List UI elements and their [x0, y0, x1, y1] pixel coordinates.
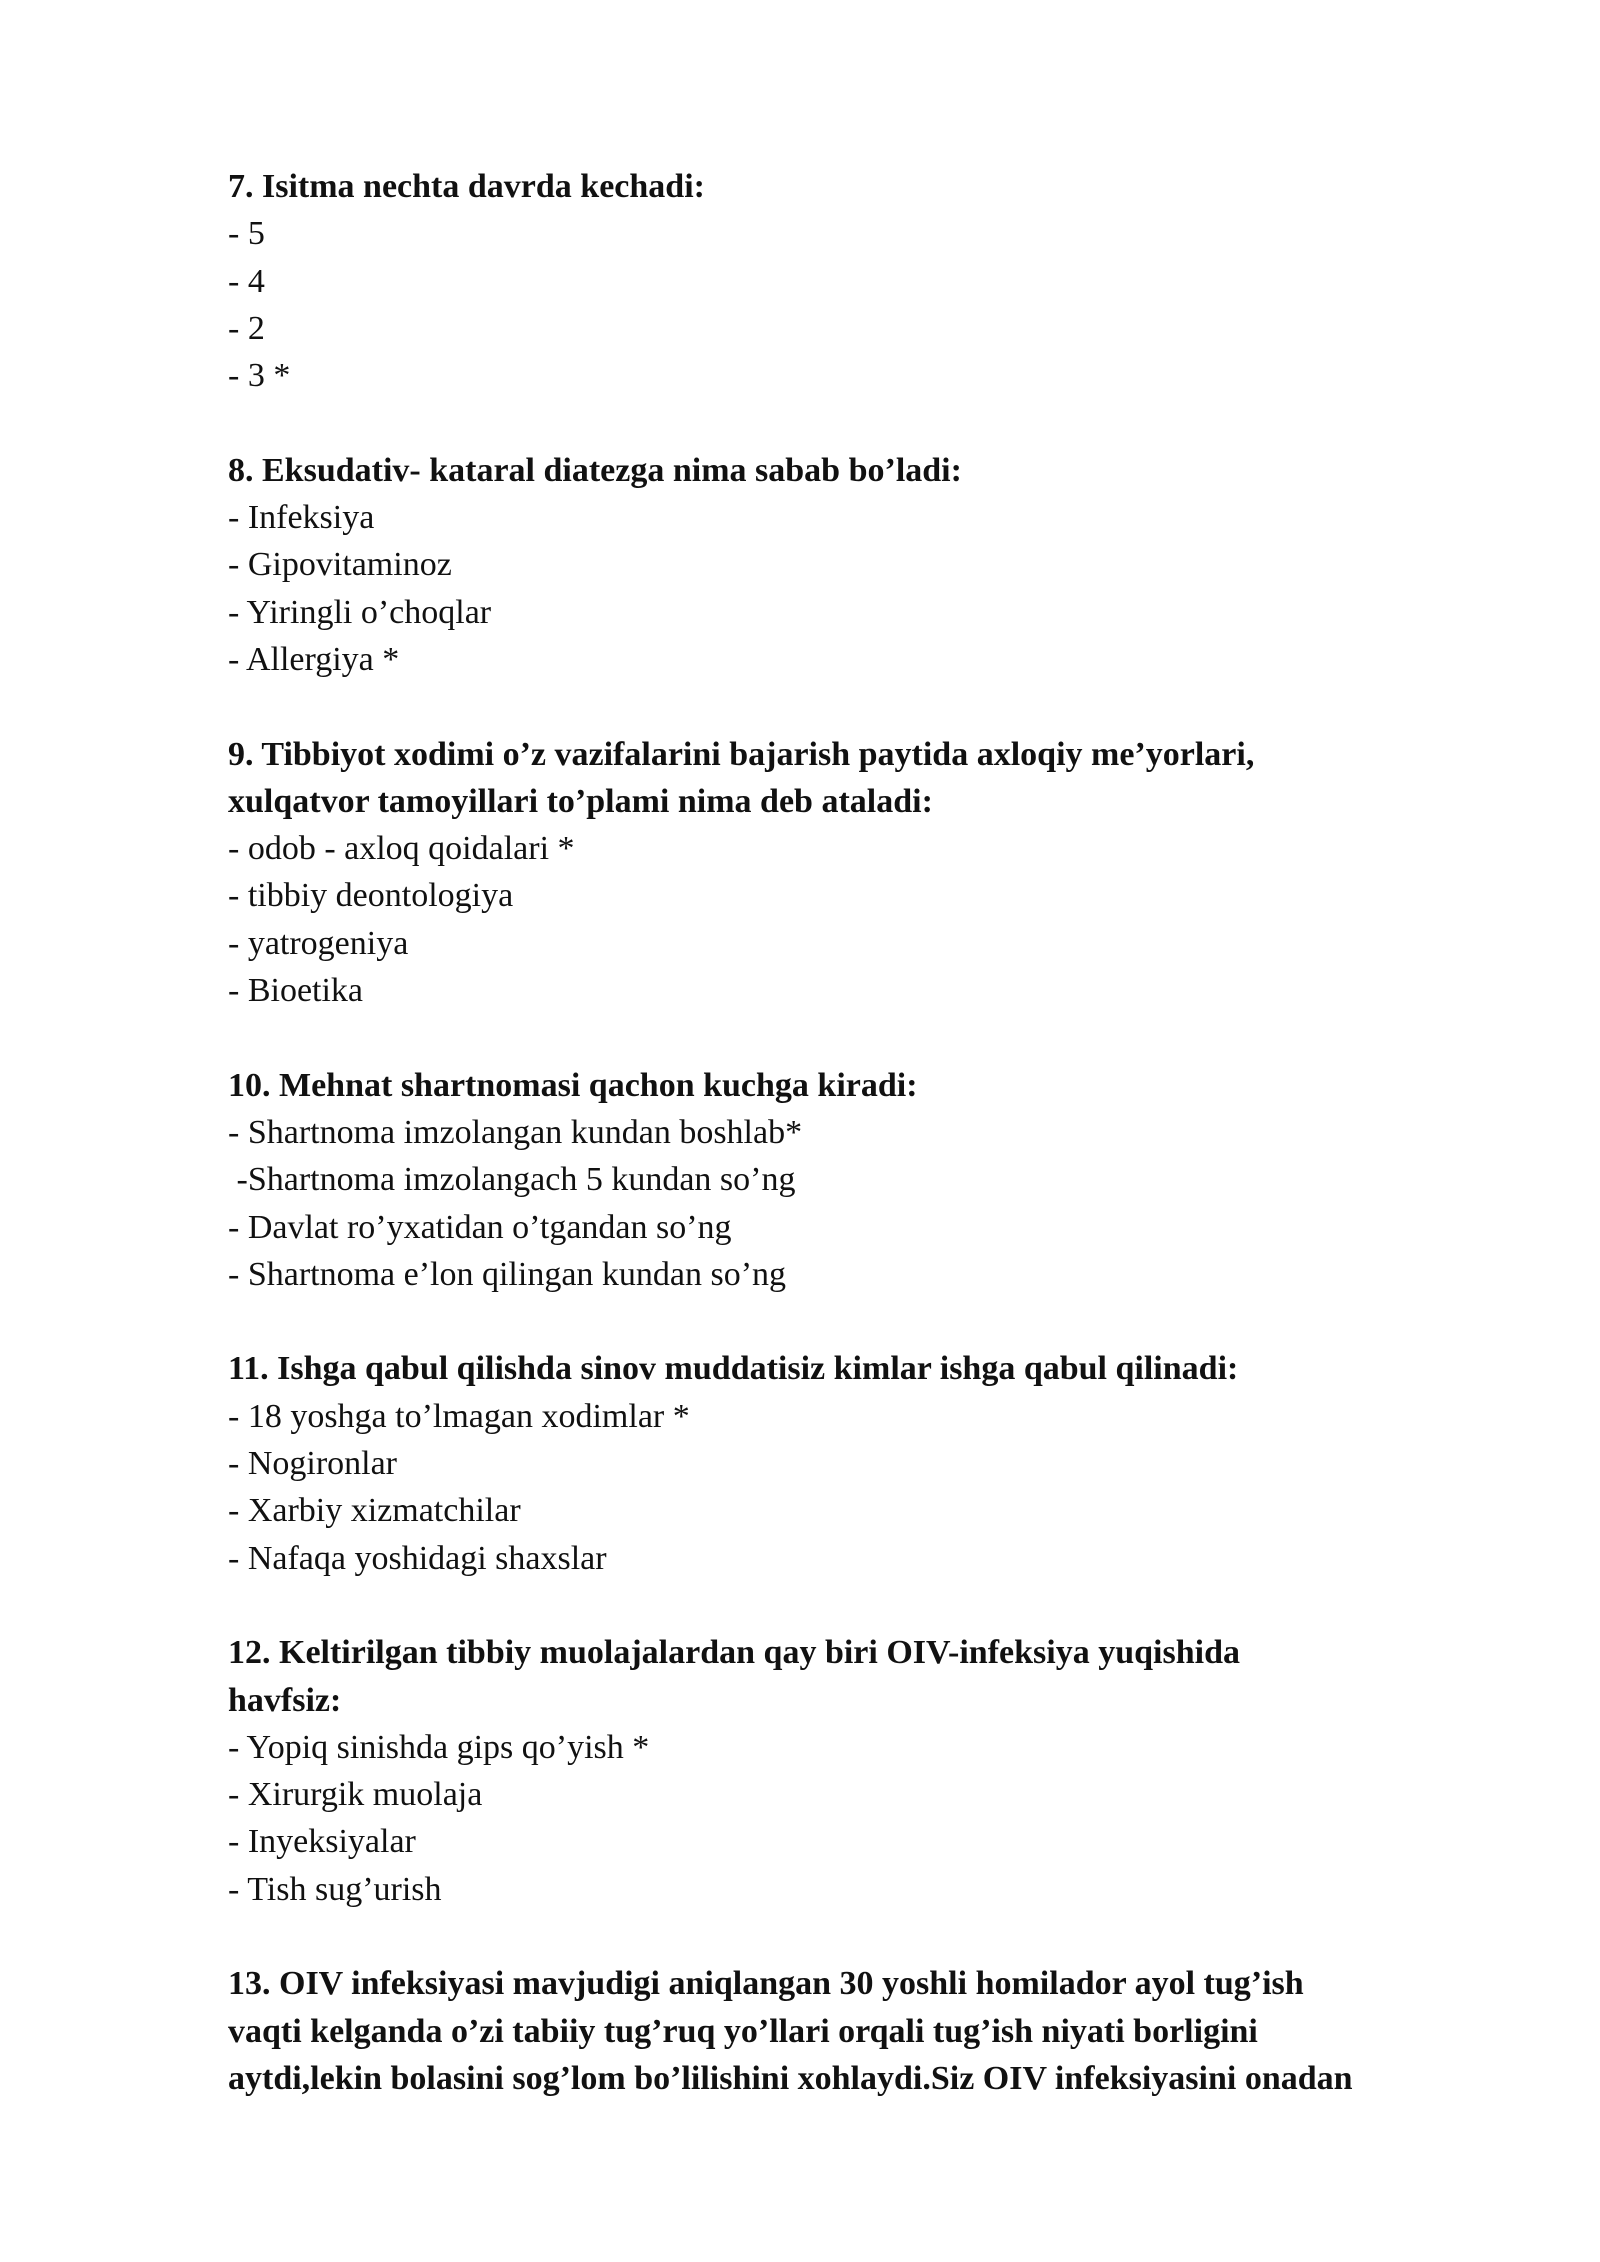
spacer: [228, 1913, 1528, 1960]
answer-option: - 2: [228, 309, 265, 347]
answer-option: - Yiringli o’choqlar: [228, 593, 492, 631]
question-title: 11. Ishga qabul qilishda sinov muddatisiz kimlar ishga qabul qilinadi:: [228, 1350, 1239, 1388]
answer-option: - Nogironlar: [228, 1445, 398, 1483]
question-7: [228, 163, 1528, 399]
answer-option: - Tish sug’urish: [228, 1870, 442, 1908]
answer-option: - Shartnoma e’lon qilingan kundan so’ng: [228, 1255, 787, 1293]
answer-option: - Infeksiya: [228, 499, 375, 537]
question-9: [228, 731, 1528, 1015]
answer-option: - 5: [228, 215, 265, 253]
question-title: 13. OIV infeksiyasi mavjudigi aniqlangan 30 yoshli homilador ayol tug’ish: [228, 1965, 1304, 2003]
question-title: 7. Isitma nechta davrda kechadi:: [228, 168, 705, 205]
spacer: [228, 1298, 1528, 1345]
answer-option: - yatrogeniya: [228, 924, 409, 962]
question-title: 8. Eksudativ- kataral diatezga nima sabab bo’ladi:: [228, 451, 962, 489]
answer-option: - Davlat ro’yxatidan o’tgandan so’ng: [228, 1208, 732, 1246]
answer-option-correct: - Yopiq sinishda gips qo’yish *: [228, 1728, 650, 1766]
answer-option-correct: - 3 *: [228, 357, 291, 395]
answer-option: -Shartnoma imzolangach 5 kundan so’ng: [228, 1161, 796, 1199]
question-11: [228, 1345, 1528, 1581]
question-12: [228, 1629, 1528, 1913]
question-10: [228, 1062, 1528, 1298]
answer-option: - Xarbiy xizmatchilar: [228, 1492, 521, 1530]
question-8: [228, 447, 1528, 683]
spacer: [228, 683, 1528, 730]
answer-option: - Nafaqa yoshidagi shaxslar: [228, 1539, 607, 1577]
answer-option-correct: - Shartnoma imzolangan kundan boshlab*: [228, 1113, 803, 1151]
question-title: 10. Mehnat shartnomasi qachon kuchga kiradi:: [228, 1066, 918, 1104]
question-title-continuation: havfsiz:: [228, 1681, 342, 1719]
answer-option: - Bioetika: [228, 972, 364, 1010]
answer-option-correct: - Allergiya *: [228, 640, 400, 678]
spacer: [228, 1014, 1528, 1061]
question-13: [228, 1960, 1528, 2102]
question-title: 9. Tibbiyot xodimi o’z vazifalarini bajarish paytida axloqiy me’yorlari,: [228, 735, 1255, 773]
spacer: [228, 1582, 1528, 1629]
answer-option: - tibbiy deontologiya: [228, 877, 514, 915]
answer-option-correct: - odob - axloq qoidalari *: [228, 830, 575, 868]
question-title-continuation: aytdi,lekin bolasini sog’lom bo’lilishini xohlaydi.Siz OIV infeksiyasini onadan: [228, 2059, 1353, 2097]
question-title-continuation: vaqti kelganda o’zi tabiiy tug’ruq yo’llari orqali tug’ish niyati borligini: [228, 2012, 1258, 2050]
document-page: [228, 163, 1528, 2102]
answer-option: - Gipovitaminoz: [228, 546, 452, 584]
answer-option: - 4: [228, 262, 265, 300]
answer-option: - Xirurgik muolaja: [228, 1776, 483, 1814]
question-title-continuation: xulqatvor tamoyillari to’plami nima deb ataladi:: [228, 782, 933, 820]
spacer: [228, 399, 1528, 446]
question-title: 12. Keltirilgan tibbiy muolajalardan qay biri OIV-infeksiya yuqishida: [228, 1634, 1240, 1672]
answer-option: - Inyeksiyalar: [228, 1823, 416, 1861]
answer-option-correct: - 18 yoshga to’lmagan xodimlar *: [228, 1397, 690, 1435]
